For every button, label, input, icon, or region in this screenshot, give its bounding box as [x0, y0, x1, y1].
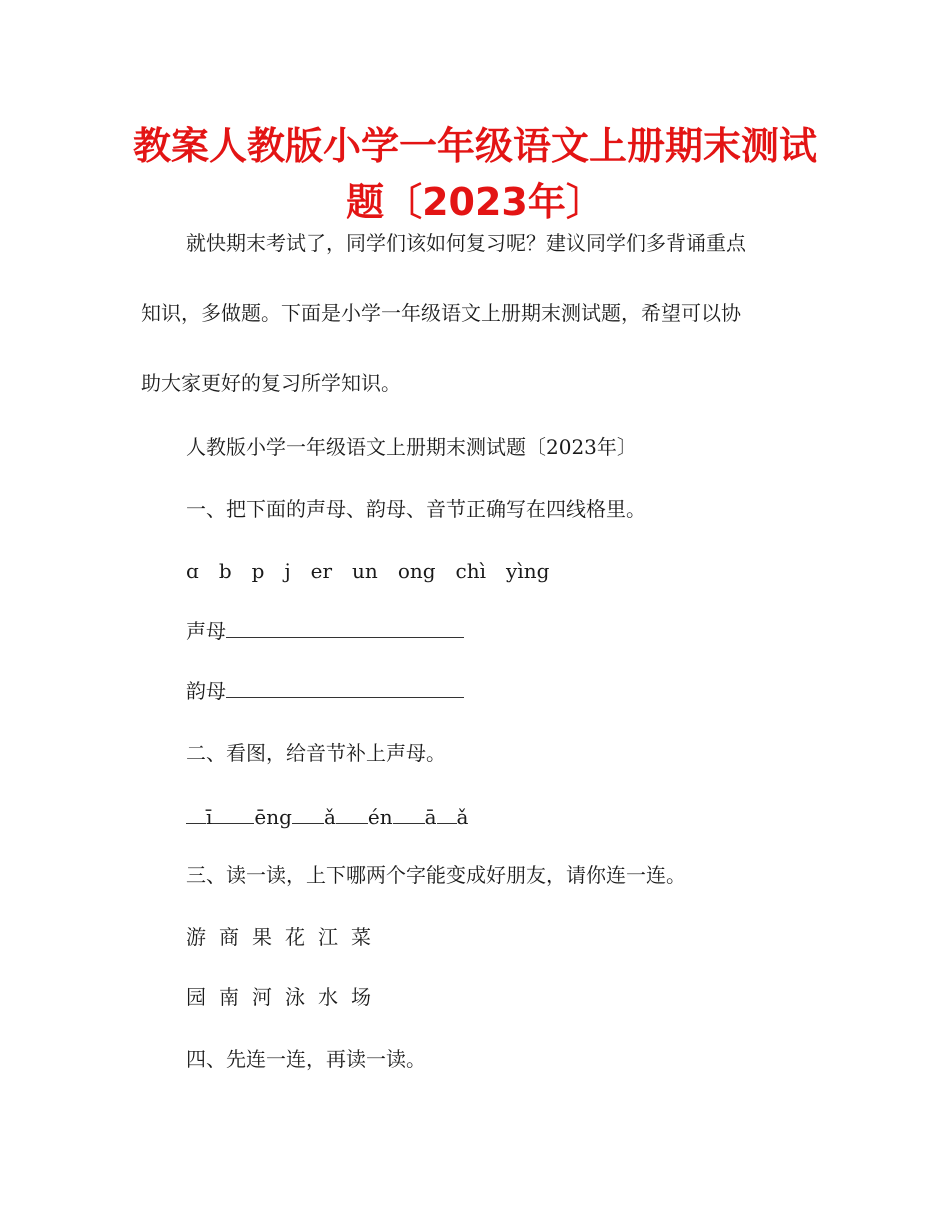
syllable-fill-row	[186, 804, 468, 830]
pinyin-item: yìng	[506, 559, 550, 583]
syllable-item: ā	[424, 805, 437, 829]
pinyin-item: j	[284, 559, 291, 583]
fill-blank[interactable]	[292, 805, 324, 824]
pinyin-item: p	[251, 559, 265, 583]
shengmu-blank[interactable]	[226, 619, 464, 638]
character-item[interactable]: 菜	[351, 925, 371, 949]
yunmu-label: 韵母	[186, 679, 226, 703]
pinyin-list	[186, 558, 569, 584]
fill-blank[interactable]	[212, 805, 254, 824]
shengmu-label: 声母	[186, 619, 226, 643]
character-item[interactable]: 商	[219, 925, 239, 949]
fill-blank[interactable]	[336, 805, 368, 824]
question-1-heading: 一、把下面的声母、韵母、音节正确写在四线格里。	[186, 497, 646, 521]
character-item[interactable]: 南	[219, 985, 239, 1009]
question-4-heading: 四、先连一连，再读一读。	[186, 1047, 426, 1071]
intro-line-1: 就快期末考试了，同学们该如何复习呢？建议同学们多背诵重点	[186, 231, 746, 255]
pinyin-item: un	[352, 559, 378, 583]
pinyin-item: er	[310, 559, 333, 583]
yunmu-blank[interactable]	[226, 679, 464, 698]
syllable-item: ǎ	[456, 805, 469, 829]
fill-blank[interactable]	[437, 805, 457, 824]
syllable-item: ī	[206, 805, 213, 829]
intro-line-2: 知识，多做题。下面是小学一年级语文上册期末测试题，希望可以协	[141, 301, 741, 325]
character-item[interactable]: 花	[285, 925, 305, 949]
fill-blank[interactable]	[393, 805, 425, 824]
character-item[interactable]: 园	[186, 985, 206, 1009]
syllable-item: én	[367, 805, 393, 829]
question-2-heading: 二、看图，给音节补上声母。	[186, 741, 446, 765]
pinyin-item: chì	[455, 559, 487, 583]
fill-blank[interactable]	[186, 805, 206, 824]
pinyin-item: ɑ	[186, 559, 199, 583]
character-item[interactable]: 游	[186, 925, 206, 949]
intro-line-3: 助大家更好的复习所学知识。	[141, 371, 401, 395]
pinyin-item: ong	[397, 559, 436, 583]
character-item[interactable]: 水	[318, 985, 338, 1009]
character-item[interactable]: 河	[252, 985, 272, 1009]
character-item[interactable]: 江	[318, 925, 338, 949]
character-item[interactable]: 果	[252, 925, 272, 949]
syllable-item: ǎ	[323, 805, 336, 829]
yunmu-row	[186, 678, 464, 704]
character-item[interactable]: 场	[351, 985, 371, 1009]
character-row-top	[186, 924, 384, 950]
document-title: 教案人教版小学一年级语文上册期末测试题〔2023年〕	[132, 124, 817, 224]
section-subtitle: 人教版小学一年级语文上册期末测试题〔2023年〕	[186, 435, 637, 459]
character-item[interactable]: 泳	[285, 985, 305, 1009]
shengmu-row	[186, 618, 464, 644]
pinyin-item: b	[218, 559, 232, 583]
character-row-bottom	[186, 984, 384, 1010]
syllable-item: ēng	[254, 805, 292, 829]
question-3-heading: 三、读一读，上下哪两个字能变成好朋友，请你连一连。	[186, 863, 686, 887]
